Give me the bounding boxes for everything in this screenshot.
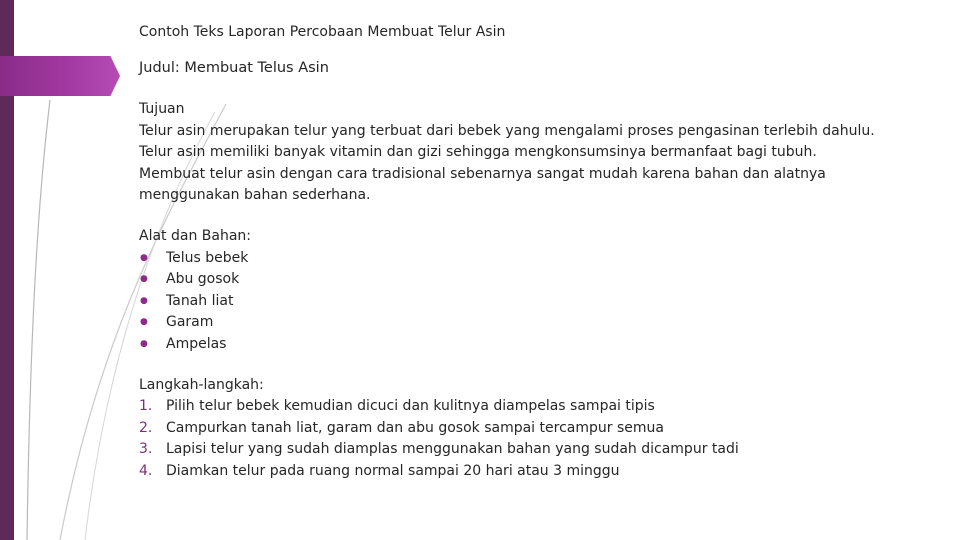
bullet-icon: ●: [140, 317, 148, 328]
section-heading-tujuan: Tujuan: [139, 101, 185, 117]
list-item-text: Pilih telur bebek kemudian dicuci dan kulitnya diampelas sampai tipis: [166, 398, 655, 415]
document-subtitle: Judul: Membuat Telus Asin: [139, 60, 329, 76]
deco-line-1: [27, 100, 50, 540]
list-item: [139, 396, 939, 418]
list-item: [139, 312, 939, 334]
accent-arrow-tab: [0, 56, 120, 96]
list-item: [139, 334, 939, 356]
section-heading-langkah: Langkah-langkah:: [139, 376, 264, 393]
list-item-text: Garam: [166, 314, 214, 331]
list-item-text: Diamkan telur pada ruang normal sampai 20 hari atau 3 minggu: [166, 462, 620, 479]
list-item: [139, 248, 939, 270]
list-item-text: Ampelas: [166, 335, 227, 352]
section-langkah: [139, 375, 939, 483]
bullet-icon: ●: [140, 252, 148, 263]
bullet-icon: ●: [140, 274, 148, 285]
list-item-text: Abu gosok: [166, 271, 240, 288]
list-item-text: Lapisi telur yang sudah diamplas menggunakan bahan yang sudah dicampur tadi: [166, 441, 739, 458]
section-heading-alat-bahan: Alat dan Bahan:: [139, 227, 251, 244]
section-alat-bahan: [139, 226, 939, 356]
tujuan-line: Telur asin merupakan telur yang terbuat dari bebek yang mengalami proses pengasinan terlebih dahulu.: [139, 122, 875, 139]
alat-bahan-list: [139, 248, 939, 356]
document-body: [139, 20, 939, 483]
section-tujuan: [139, 99, 939, 207]
tujuan-line: menggunakan bahan sederhana.: [139, 187, 371, 204]
list-item: [139, 418, 939, 440]
page-title: Contoh Teks Laporan Percobaan Membuat Telur Asin: [139, 24, 506, 40]
list-item: [139, 461, 939, 483]
bullet-icon: ●: [140, 338, 148, 349]
list-item-text: Telus bebek: [166, 249, 249, 266]
tujuan-line: Membuat telur asin dengan cara tradisional sebenarnya sangat mudah karena bahan dan alatnya: [139, 165, 826, 182]
langkah-list: [139, 396, 939, 482]
list-item: [139, 269, 939, 291]
step-number: 2.: [139, 419, 153, 436]
step-number: 3.: [139, 441, 153, 458]
step-number: 1.: [139, 398, 153, 415]
step-number: 4.: [139, 462, 153, 479]
bullet-icon: ●: [140, 295, 148, 306]
list-item-text: Tanah liat: [166, 292, 234, 309]
list-item: [139, 439, 939, 461]
tujuan-line: Telur asin memiliki banyak vitamin dan gizi sehingga mengkonsumsinya bermanfaat bagi tubuh.: [139, 144, 817, 161]
list-item-text: Campurkan tanah liat, garam dan abu gosok sampai tercampur semua: [166, 419, 664, 436]
list-item: [139, 291, 939, 313]
